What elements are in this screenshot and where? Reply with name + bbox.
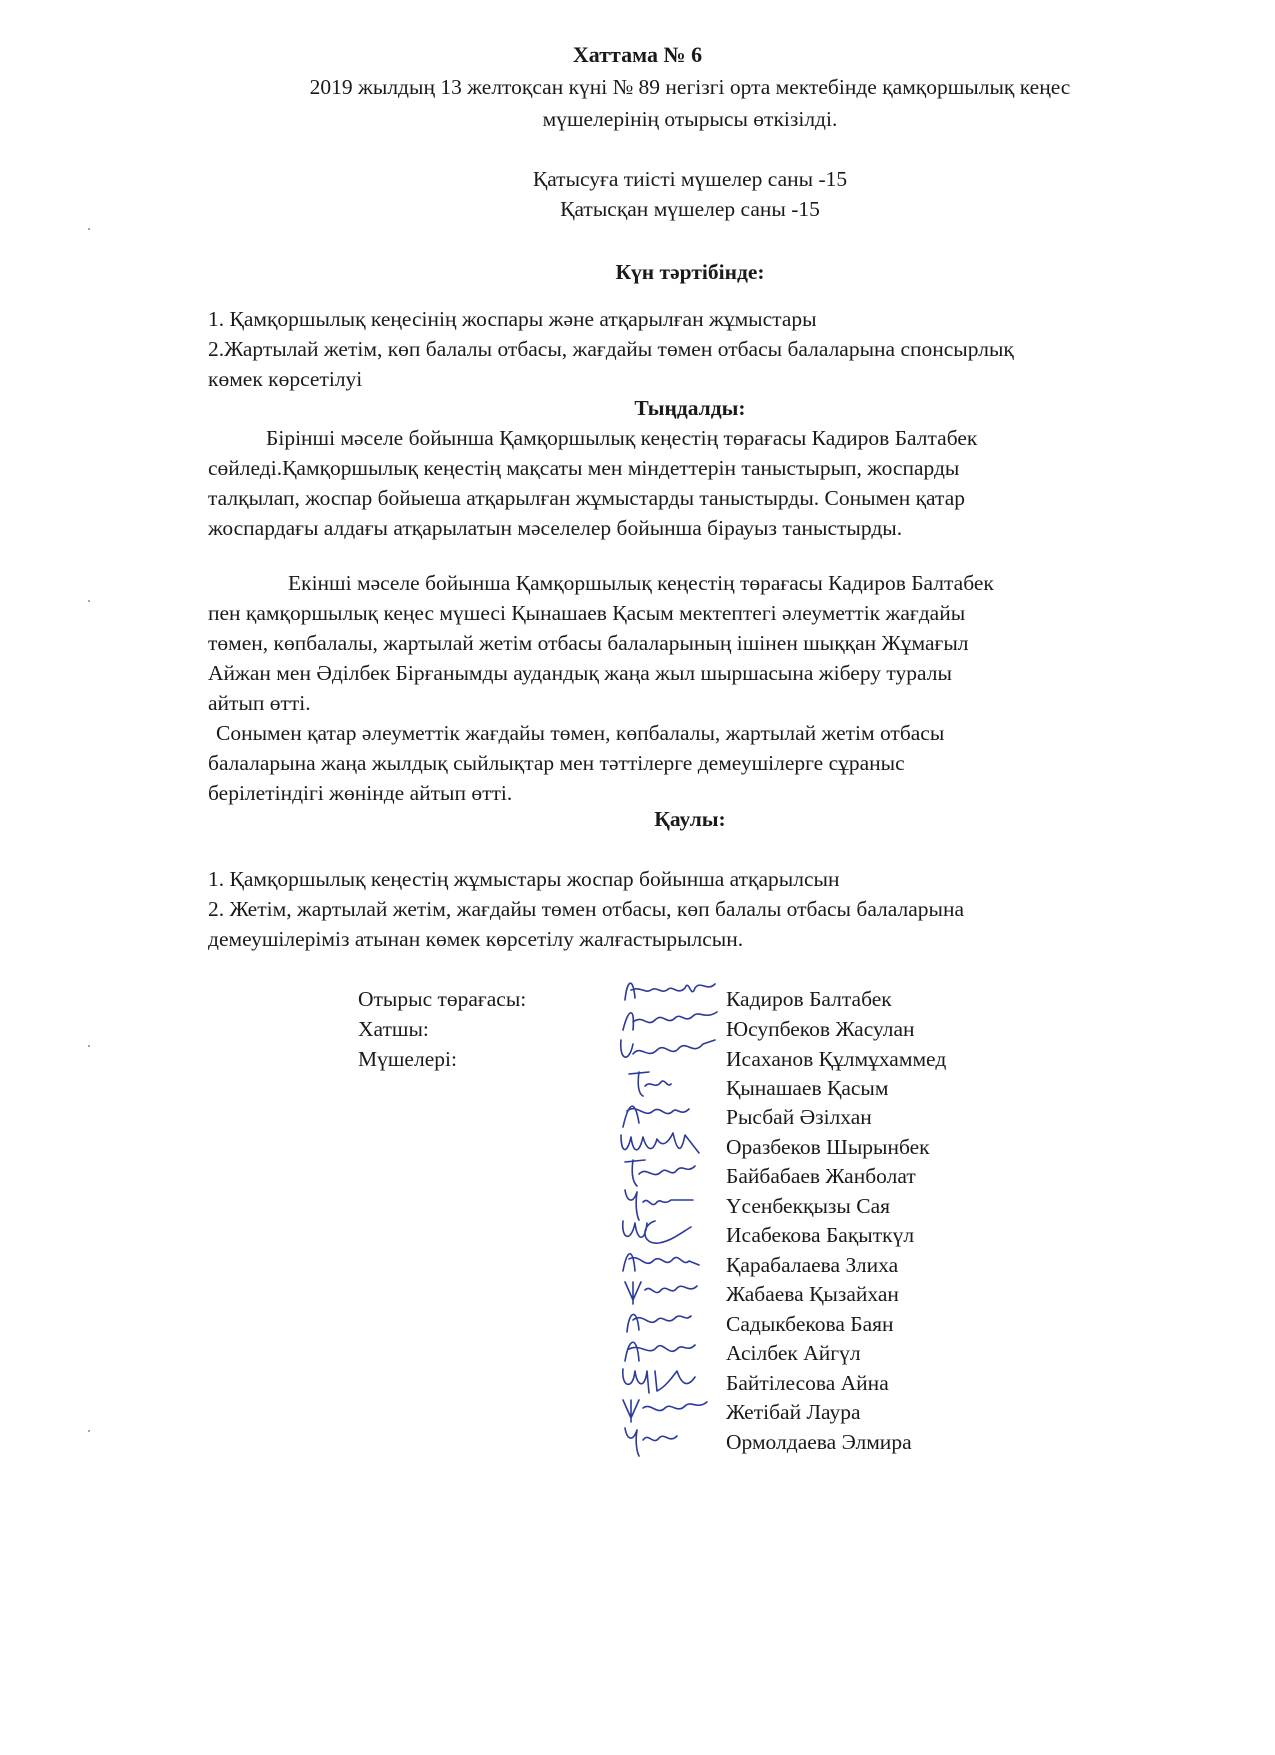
agenda-item-2-line-2: көмек көрсетілуі	[208, 367, 363, 391]
heard-p3-line: Сонымен қатар әлеуметтік жағдайы төмен, көпбалалы, жартылай жетім отбасы	[216, 721, 945, 745]
heard-p1-line: талқылап, жоспар бойыеша атқарылған жұмыстарды таныстырды. Сонымен қатар	[208, 486, 965, 510]
signatory-name: Ормолдаева Элмира	[726, 1430, 912, 1454]
agenda-list	[208, 304, 1168, 394]
decision-item-2-line-1: 2. Жетім, жартылай жетім, жағдайы төмен отбасы, көп балалы отбасы балаларына	[208, 897, 965, 921]
role-members: Мүшелері:	[358, 1047, 457, 1071]
signatory-name: Жабаева Қызайхан	[726, 1282, 899, 1306]
heard-heading: Тыңдалды:	[634, 396, 746, 420]
signatory-name: Юсупбеков Жасулан	[726, 1017, 915, 1041]
signatory-name: Кадиров Балтабек	[726, 987, 892, 1011]
role-secretary: Хатшы:	[358, 1017, 429, 1041]
heard-p2-line: Айжан мен Әділбек Бірғанымды аудандық жаңа жыл шыршасына жіберу туралы	[208, 661, 952, 685]
attendance-expected: Қатысуға тиісті мүшелер саны -15	[532, 167, 848, 191]
heard-p2-line: айтып өтті.	[208, 691, 311, 715]
signatory-name: Қарабалаева Злиха	[726, 1253, 899, 1277]
heard-p1-line: жоспардағы алдағы атқарылатын мәселелер бойынша бірауыз таныстырды.	[208, 516, 903, 540]
heard-paragraph-2	[208, 568, 1168, 718]
signatory-name: Үсенбекқызы Сая	[726, 1194, 891, 1218]
agenda-item-2-line-1: 2.Жартылай жетім, көп балалы отбасы, жағдайы төмен отбасы балаларына спонсырлық	[208, 337, 1014, 361]
attendance-present: Қатысқан мүшелер саны -15	[560, 197, 820, 221]
heard-p3-line: балаларына жаңа жылдық сыйлықтар мен тәттілерге демеушілерге сұраныс	[208, 751, 905, 775]
heard-p2-line: Екінші мәселе бойынша Қамқоршылық кеңестің төрағасы Кадиров Балтабек	[288, 571, 994, 595]
signatory-name: Байбабаев Жанболат	[726, 1164, 916, 1188]
heard-paragraph-1	[208, 423, 1168, 543]
meeting-info-line-2: мүшелерінің отырысы өткізілді.	[542, 107, 838, 131]
decision-item-1: 1. Қамқоршылық кеңестің жұмыстары жоспар бойынша атқарылсын	[208, 867, 840, 891]
signatory-name: Жетібай Лаура	[726, 1400, 861, 1424]
scan-speck	[88, 1430, 90, 1432]
scan-speck	[88, 1045, 90, 1047]
signatory-name: Рысбай Әзілхан	[726, 1105, 872, 1129]
decision-item-2-line-2: демеушілеріміз атынан көмек көрсетілу жалғастырылсын.	[208, 927, 744, 951]
decision-list	[208, 864, 1168, 954]
scan-speck	[88, 600, 90, 602]
document-title: Хаттама № 6	[572, 42, 703, 67]
heard-p3-line: берілетіндігі жөнінде айтып өтті.	[208, 781, 513, 805]
signatory-name: Оразбеков Шырынбек	[726, 1135, 930, 1159]
signatory-name: Асілбек Айгүл	[726, 1341, 861, 1365]
signatory-name: Байтілесова Айна	[726, 1371, 889, 1395]
signatory-name: Садыкбекова Баян	[726, 1312, 894, 1336]
agenda-item-1: 1. Қамқоршылық кеңесінің жоспары және атқарылған жұмыстары	[208, 307, 817, 331]
meeting-info-line-1: 2019 жылдың 13 желтоқсан күні № 89 негізгі орта мектебінде қамқоршылық кеңес	[309, 75, 1071, 99]
role-chair: Отырыс төрағасы:	[358, 987, 527, 1011]
heard-p1-line: сөйледі.Қамқоршылық кеңестің мақсаты мен міндеттерін таныстырып, жоспарды	[208, 456, 960, 480]
heard-p1-line: Бірінші мәселе бойынша Қамқоршылық кеңестің төрағасы Кадиров Балтабек	[266, 426, 978, 450]
heard-paragraph-3	[208, 718, 1168, 808]
scan-speck	[88, 228, 90, 230]
decision-heading: Қаулы:	[654, 807, 726, 831]
signatory-name: Исаханов Құлмұхаммед	[726, 1047, 947, 1071]
agenda-heading: Күн тәртібінде:	[615, 260, 765, 284]
heard-p2-line: пен қамқоршылық кеңес мүшесі Қынашаев Қасым мектептегі әлеуметтік жағдайы	[208, 601, 966, 625]
signatory-name: Исабекова Бақыткүл	[726, 1223, 915, 1247]
signatory-name: Қынашаев Қасым	[726, 1076, 889, 1100]
heard-p2-line: төмен, көпбалалы, жартылай жетім отбасы балаларының ішінен шыққан Жұмағыл	[208, 631, 969, 655]
handwritten-signature	[615, 1418, 725, 1458]
